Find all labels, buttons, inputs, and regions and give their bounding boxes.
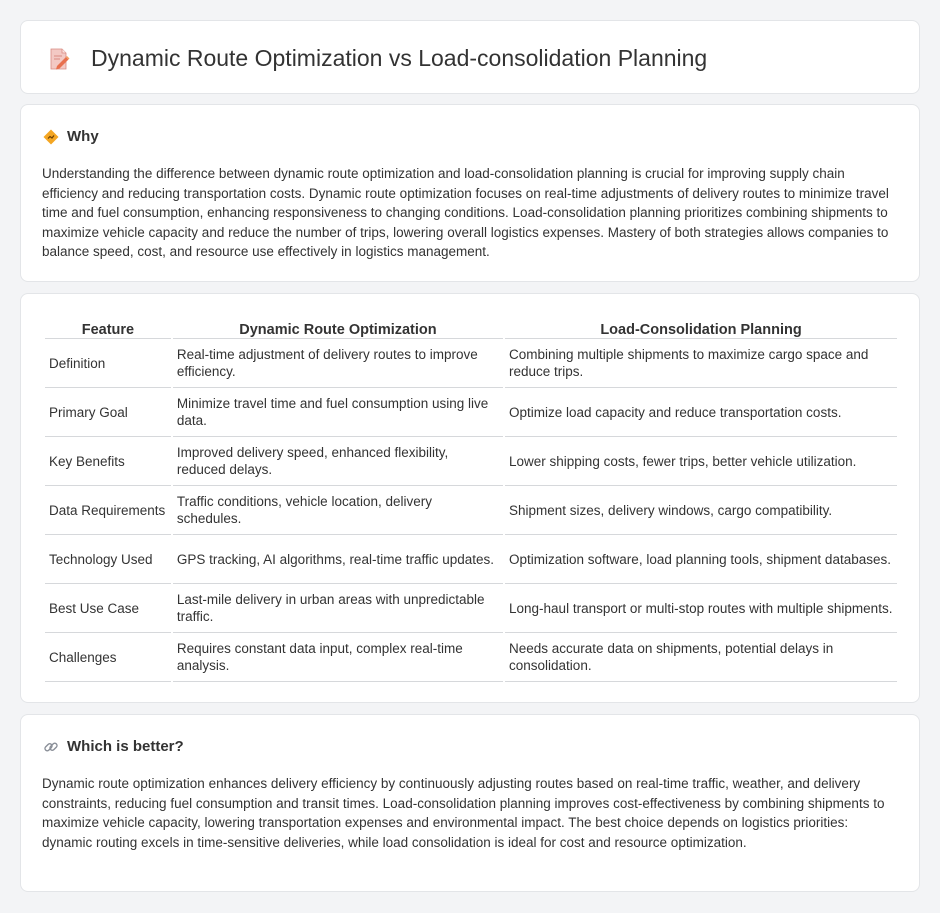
row-load-consolidation: Optimization software, load planning tools, shipment databases.: [505, 535, 897, 584]
row-feature: Primary Goal: [45, 388, 171, 437]
table-row: [45, 486, 897, 535]
row-dynamic-route: Real-time adjustment of delivery routes to improve efficiency.: [173, 339, 503, 388]
row-dynamic-route: Requires constant data input, complex real-time analysis.: [173, 633, 503, 682]
table-row: [45, 339, 897, 388]
header-card: [20, 20, 920, 94]
row-load-consolidation: Lower shipping costs, fewer trips, better vehicle utilization.: [505, 437, 897, 486]
why-title: Why: [67, 128, 99, 145]
row-dynamic-route: Minimize travel time and fuel consumption using live data.: [173, 388, 503, 437]
table-header-row: [45, 316, 897, 339]
row-dynamic-route: Improved delivery speed, enhanced flexibility, reduced delays.: [173, 437, 503, 486]
page-title: Dynamic Route Optimization vs Load-consolidation Planning: [91, 45, 708, 71]
row-feature: Key Benefits: [45, 437, 171, 486]
row-load-consolidation: Shipment sizes, delivery windows, cargo compatibility.: [505, 486, 897, 535]
row-feature: Challenges: [45, 633, 171, 682]
which-is-better-section: [20, 714, 920, 892]
table-row: [45, 584, 897, 633]
link-icon: [43, 739, 59, 755]
header-dynamic-route: Dynamic Route Optimization: [173, 316, 503, 339]
row-feature: Best Use Case: [45, 584, 171, 633]
row-load-consolidation: Optimize load capacity and reduce transportation costs.: [505, 388, 897, 437]
row-feature: Definition: [45, 339, 171, 388]
why-body: Understanding the difference between dynamic route optimization and load-consolidation planning is crucial for improving supply chain efficiency and reducing transportation costs. Dynamic route optimization focuses on real-time adjustments of delivery routes to minimize travel time and fuel consumption, enhancing responsiveness to changing conditions. Load-consolidation planning prioritizes combining shipments to maximize vehicle capacity and reduce the number of trips, lowering overall logistics expenses. Mastery of both strategies allows companies to balance speed, cost, and resource use effectively in logistics management.: [42, 166, 889, 259]
better-title: Which is better?: [67, 738, 184, 755]
better-body: Dynamic route optimization enhances delivery efficiency by continuously adjusting routes based on real-time traffic, weather, and delivery constraints, reducing fuel consumption and transit times. Load-consolidation planning improves cost-effectiveness by combining shipments to maximize vehicle capacity, lowering transportation expenses and environmental impact. The best choice depends on logistics priorities: dynamic routing excels in time-sensitive deliveries, while load consolidation is ideal for cost and resource optimization.: [42, 776, 885, 850]
row-load-consolidation: Long-haul transport or multi-stop routes with multiple shipments.: [505, 584, 897, 633]
table-row: [45, 535, 897, 584]
row-dynamic-route: Traffic conditions, vehicle location, delivery schedules.: [173, 486, 503, 535]
row-load-consolidation: Needs accurate data on shipments, potential delays in consolidation.: [505, 633, 897, 682]
header-feature: Feature: [45, 316, 171, 339]
table-row: [45, 437, 897, 486]
row-load-consolidation: Combining multiple shipments to maximize cargo space and reduce trips.: [505, 339, 897, 388]
table-row: [45, 388, 897, 437]
header-load-consolidation: Load-Consolidation Planning: [505, 316, 897, 339]
document-pencil-icon: [47, 47, 71, 71]
row-feature: Data Requirements: [45, 486, 171, 535]
diamond-road-sign-icon: [43, 129, 59, 145]
row-dynamic-route: GPS tracking, AI algorithms, real-time traffic updates.: [173, 535, 503, 584]
comparison-table: [43, 316, 899, 682]
table-row: [45, 633, 897, 682]
why-section: [20, 104, 920, 282]
comparison-table-card: [20, 293, 920, 703]
row-feature: Technology Used: [45, 535, 171, 584]
row-dynamic-route: Last-mile delivery in urban areas with unpredictable traffic.: [173, 584, 503, 633]
